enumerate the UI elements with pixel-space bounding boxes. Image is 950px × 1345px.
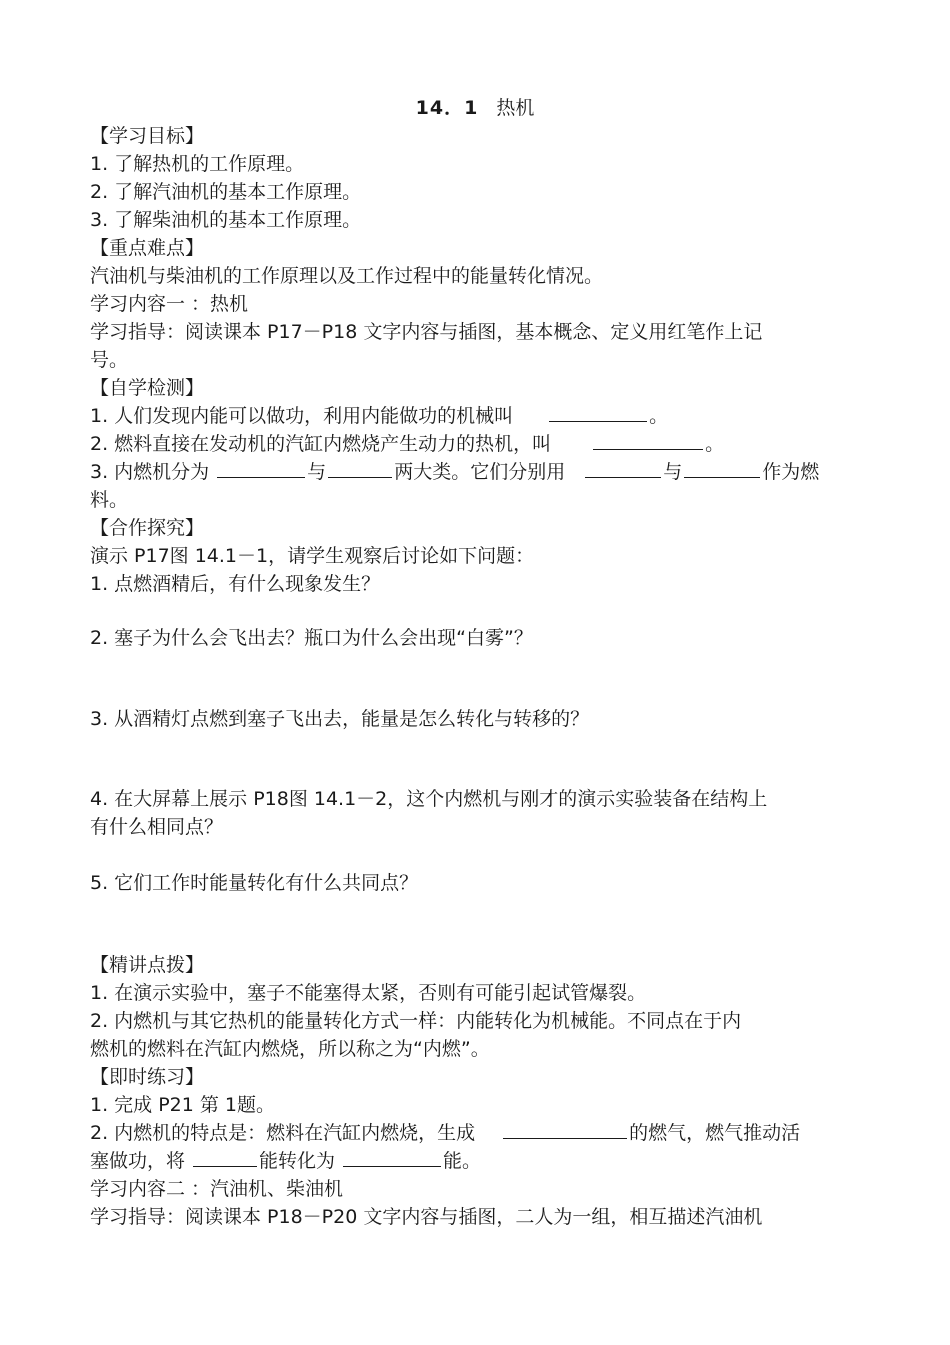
content2-label: 学习内容二 ：汽油机、柴油机	[90, 1178, 344, 1200]
discussion-q1: 1. 点燃酒精后，有什么现象发生？	[90, 573, 381, 595]
practice-e1: 1. 完成 P21 第 1题。	[90, 1094, 276, 1116]
question-text: 与	[307, 461, 327, 483]
document-body	[90, 122, 870, 1231]
answer-blank[interactable]	[585, 459, 661, 478]
answer-blank[interactable]	[593, 431, 703, 450]
objective-item: 1. 了解热机的工作原理。	[90, 153, 305, 175]
objectives-heading: 【学习目标】	[90, 125, 205, 147]
practice-heading: 【即时练习】	[90, 1066, 205, 1088]
question-text: 1. 人们发现内能可以做功，利用内能做功的机械叫	[90, 405, 514, 427]
section-number: 14．1	[415, 97, 479, 119]
practice-e2-cont	[90, 1147, 870, 1175]
key-points-text: 汽油机与柴油机的工作原理以及工作过程中的能量转化情况。	[90, 265, 604, 287]
cooperation-intro: 演示 P17图 14.1－1，请学生观察后讨论如下问题：	[90, 545, 535, 567]
question-text: 3. 内燃机分为	[90, 461, 210, 483]
question-text: 能转化为	[259, 1150, 336, 1172]
self-check-q3	[90, 458, 870, 486]
content2-guide: 学习指导：阅读课本 P18－P20 文字内容与插图，二人为一组，相互描述汽油机	[90, 1206, 763, 1228]
discussion-q3: 3. 从酒精灯点燃到塞子飞出去，能量是怎么转化与转移的？	[90, 708, 590, 730]
question-text: 。	[649, 405, 669, 427]
self-check-q3-cont: 料。	[90, 489, 129, 511]
explanation-heading: 【精讲点拨】	[90, 954, 205, 976]
discussion-q4-cont: 有什么相同点？	[90, 816, 224, 838]
question-text: 作为燃	[762, 461, 820, 483]
explanation-p2-cont: 燃机的燃料在汽缸内燃烧，所以称之为“内燃”。	[90, 1038, 490, 1060]
practice-e2	[90, 1119, 870, 1147]
objective-item: 2. 了解汽油机的基本工作原理。	[90, 181, 362, 203]
self-check-q1	[90, 402, 870, 430]
content1-guide-cont: 号。	[90, 349, 129, 371]
explanation-p1: 1. 在演示实验中，塞子不能塞得太紧，否则有可能引起试管爆裂。	[90, 982, 647, 1004]
content1-label: 学习内容一 ：热机	[90, 293, 249, 315]
answer-blank[interactable]	[503, 1120, 627, 1139]
cooperation-heading: 【合作探究】	[90, 517, 205, 539]
question-text: 2. 内燃机的特点是：燃料在汽缸内燃烧，生成	[90, 1122, 476, 1144]
answer-blank[interactable]	[684, 459, 760, 478]
question-text: 2. 燃料直接在发动机的汽缸内燃烧产生动力的热机，叫	[90, 433, 552, 455]
discussion-q2: 2. 塞子为什么会飞出去？瓶口为什么会出现“白雾”？	[90, 627, 533, 649]
content1-guide: 学习指导：阅读课本 P17－P18 文字内容与插图，基本概念、定义用红笔作上记	[90, 321, 763, 343]
explanation-p2: 2. 内燃机与其它热机的能量转化方式一样：内能转化为机械能。不同点在于内	[90, 1010, 742, 1032]
discussion-q4: 4. 在大屏幕上展示 P18图 14.1－2，这个内燃机与刚才的演示实验装备在结构上	[90, 788, 768, 810]
objective-item: 3. 了解柴油机的基本工作原理。	[90, 209, 362, 231]
question-text: 与	[663, 461, 683, 483]
question-text: 能。	[443, 1150, 482, 1172]
answer-blank[interactable]	[343, 1148, 441, 1167]
question-text: 塞做功，将	[90, 1150, 186, 1172]
question-text: 。	[705, 433, 725, 455]
self-check-q2	[90, 430, 870, 458]
section-title: 热机	[496, 97, 535, 119]
question-text: 的燃气，燃气推动活	[629, 1122, 801, 1144]
answer-blank[interactable]	[328, 459, 392, 478]
answer-blank[interactable]	[193, 1148, 257, 1167]
key-points-heading: 【重点难点】	[90, 237, 205, 259]
page-title	[0, 94, 950, 122]
answer-blank[interactable]	[549, 403, 647, 422]
answer-blank[interactable]	[217, 459, 305, 478]
question-text: 两大类。它们分别用	[394, 461, 566, 483]
self-check-heading: 【自学检测】	[90, 377, 205, 399]
discussion-q5: 5. 它们工作时能量转化有什么共同点？	[90, 872, 419, 894]
